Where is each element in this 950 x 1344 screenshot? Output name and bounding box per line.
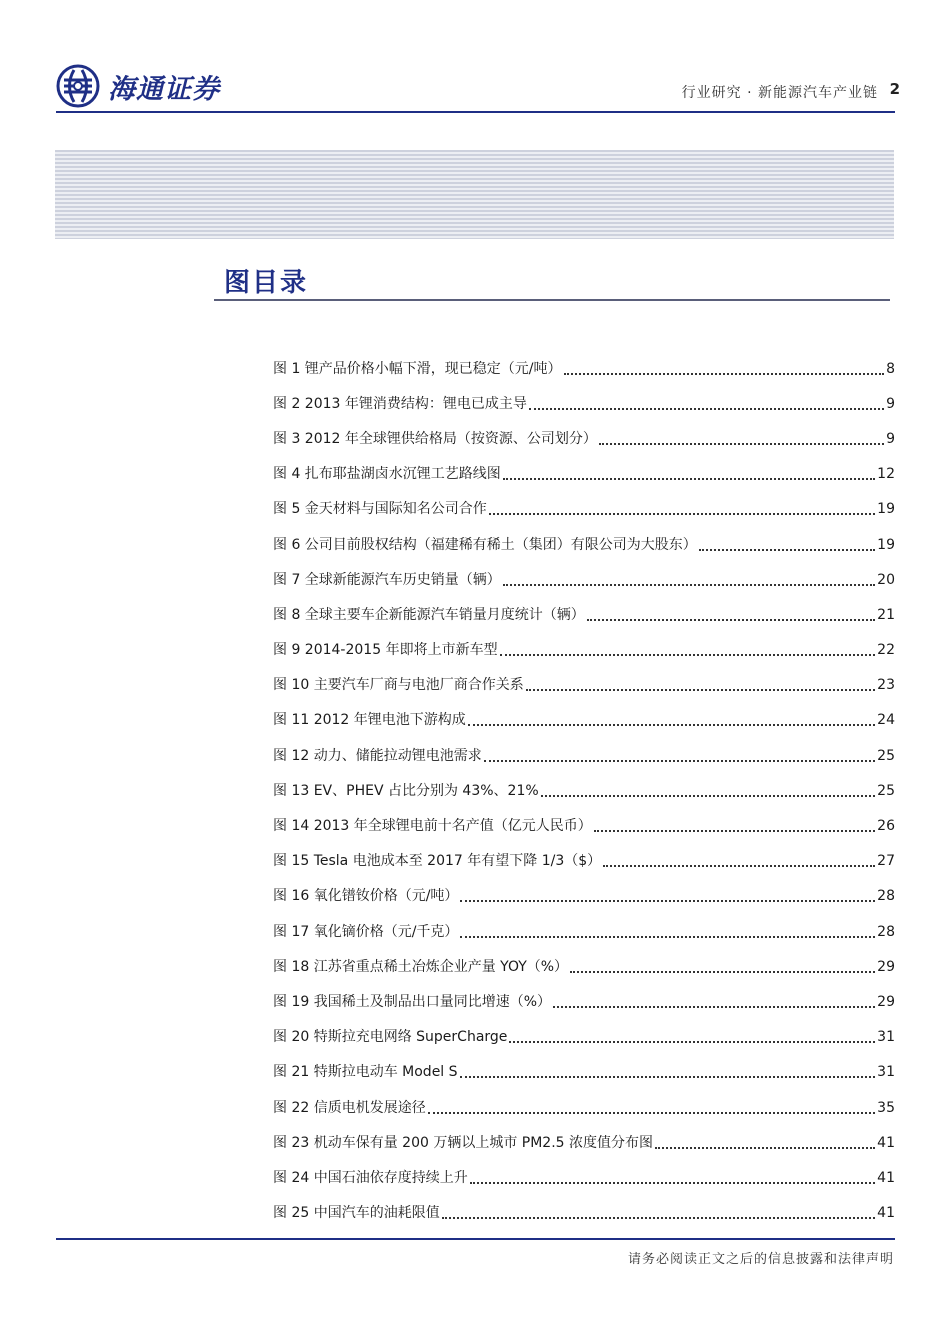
toc-dot-leader bbox=[541, 794, 876, 797]
toc-entry-label: 图 9 2014-2015 年即将上市新车型 bbox=[273, 642, 498, 659]
toc-entry[interactable] bbox=[273, 984, 895, 1019]
toc-dot-leader bbox=[460, 1075, 876, 1078]
toc-entry-label: 图 6 公司目前股权结构（福建稀有稀土（集团）有限公司为大股东） bbox=[273, 536, 697, 553]
toc-entry-label: 图 11 2012 年锂电池下游构成 bbox=[273, 712, 466, 729]
toc-entry-page: 25 bbox=[877, 747, 895, 764]
toc-entry-label: 图 1 锂产品价格小幅下滑，现已稳定（元/吨） bbox=[273, 360, 562, 377]
toc-entry-page: 8 bbox=[886, 360, 895, 377]
toc-entry-label: 图 15 Tesla 电池成本至 2017 年有望下降 1/3（$） bbox=[273, 853, 602, 870]
toc-entry-page: 29 bbox=[877, 993, 895, 1010]
toc-entry[interactable] bbox=[273, 1020, 895, 1055]
toc-entry-label: 图 22 信质电机发展途径 bbox=[273, 1099, 426, 1116]
toc-dot-leader bbox=[655, 1146, 875, 1149]
toc-entry-label: 图 23 机动车保有量 200 万辆以上城市 PM2.5 浓度值分布图 bbox=[273, 1134, 654, 1151]
toc-entry[interactable] bbox=[273, 633, 895, 668]
toc-entry-label: 图 18 江苏省重点稀土冶炼企业产量 YOY（%） bbox=[273, 958, 569, 975]
toc-entry[interactable] bbox=[273, 492, 895, 527]
toc-entry-page: 9 bbox=[886, 395, 895, 412]
toc-dot-leader bbox=[509, 1040, 875, 1043]
toc-entry[interactable] bbox=[273, 1125, 895, 1160]
toc-dot-leader bbox=[500, 653, 876, 656]
toc-entry-label: 图 2 2013 年锂消费结构：锂电已成主导 bbox=[273, 395, 527, 412]
figure-toc-list bbox=[273, 351, 895, 1231]
report-section-title: 行业研究 · 新能源汽车产业链 bbox=[681, 85, 878, 101]
toc-entry-label: 图 21 特斯拉电动车 Model S bbox=[273, 1064, 458, 1081]
toc-dot-leader bbox=[460, 899, 875, 902]
toc-entry-label: 图 14 2013 年全球锂电前十名产值（亿元人民币） bbox=[273, 818, 592, 835]
toc-title-underline bbox=[214, 299, 890, 301]
toc-entry-page: 26 bbox=[877, 818, 895, 835]
toc-entry[interactable] bbox=[273, 351, 895, 386]
toc-entry-page: 31 bbox=[877, 1029, 895, 1046]
toc-entry[interactable] bbox=[273, 808, 895, 843]
toc-entry-page: 28 bbox=[877, 923, 895, 940]
toc-entry-label: 图 5 金天材料与国际知名公司合作 bbox=[273, 501, 487, 518]
footer-divider bbox=[56, 1238, 895, 1240]
toc-entry[interactable] bbox=[273, 1055, 895, 1090]
toc-dot-leader bbox=[526, 688, 875, 691]
toc-entry[interactable] bbox=[273, 914, 895, 949]
toc-entry-page: 27 bbox=[877, 853, 895, 870]
toc-entry-label: 图 8 全球主要车企新能源汽车销量月度统计（辆） bbox=[273, 606, 585, 623]
toc-dot-leader bbox=[484, 759, 875, 762]
toc-entry[interactable] bbox=[273, 738, 895, 773]
footer-disclaimer: 请务必阅读正文之后的信息披露和法律声明 bbox=[627, 1252, 894, 1267]
toc-entry-label: 图 12 动力、储能拉动锂电池需求 bbox=[273, 747, 482, 764]
toc-entry-page: 19 bbox=[877, 536, 895, 553]
toc-entry-page: 29 bbox=[877, 958, 895, 975]
brand-name: 海通证券 bbox=[108, 73, 220, 105]
toc-entry[interactable] bbox=[273, 421, 895, 456]
toc-entry[interactable] bbox=[273, 668, 895, 703]
toc-dot-leader bbox=[587, 618, 875, 621]
toc-entry-label: 图 20 特斯拉充电网络 SuperCharge bbox=[273, 1029, 508, 1046]
toc-entry[interactable] bbox=[273, 703, 895, 738]
toc-dot-leader bbox=[699, 548, 875, 551]
toc-entry-label: 图 16 氧化镨钕价格（元/吨） bbox=[273, 888, 459, 905]
toc-dot-leader bbox=[603, 864, 875, 867]
toc-dot-leader bbox=[428, 1111, 875, 1114]
toc-entry[interactable] bbox=[273, 773, 895, 808]
toc-dot-leader bbox=[564, 372, 885, 375]
toc-dot-leader bbox=[594, 829, 875, 832]
header-divider bbox=[56, 111, 895, 113]
toc-entry[interactable] bbox=[273, 562, 895, 597]
toc-entry-label: 图 7 全球新能源汽车历史销量（辆） bbox=[273, 571, 501, 588]
toc-dot-leader bbox=[470, 1181, 875, 1184]
toc-entry-page: 23 bbox=[877, 677, 895, 694]
toc-dot-leader bbox=[503, 583, 875, 586]
toc-dot-leader bbox=[503, 477, 875, 480]
toc-dot-leader bbox=[442, 1216, 875, 1219]
toc-entry-page: 19 bbox=[877, 501, 895, 518]
toc-entry[interactable] bbox=[273, 457, 895, 492]
toc-entry[interactable] bbox=[273, 949, 895, 984]
toc-entry-label: 图 10 主要汽车厂商与电池厂商合作关系 bbox=[273, 677, 524, 694]
toc-entry-label: 图 3 2012 年全球锂供给格局（按资源、公司划分） bbox=[273, 430, 597, 447]
toc-title: 图目录 bbox=[224, 268, 309, 298]
toc-dot-leader bbox=[460, 935, 875, 938]
page-number: 2 bbox=[889, 80, 900, 98]
toc-entry[interactable] bbox=[273, 527, 895, 562]
toc-entry-page: 21 bbox=[877, 606, 895, 623]
toc-dot-leader bbox=[553, 1005, 875, 1008]
toc-entry-page: 24 bbox=[877, 712, 895, 729]
toc-entry[interactable] bbox=[273, 597, 895, 632]
toc-entry-label: 图 4 扎布耶盐湖卤水沉锂工艺路线图 bbox=[273, 466, 501, 483]
toc-entry[interactable] bbox=[273, 879, 895, 914]
toc-entry-page: 35 bbox=[877, 1099, 895, 1116]
haitong-logo-icon bbox=[56, 64, 100, 108]
toc-entry-page: 12 bbox=[877, 466, 895, 483]
toc-entry[interactable] bbox=[273, 1160, 895, 1195]
toc-entry[interactable] bbox=[273, 1090, 895, 1125]
toc-dot-leader bbox=[489, 512, 875, 515]
toc-entry[interactable] bbox=[273, 1196, 895, 1231]
toc-entry-label: 图 13 EV、PHEV 占比分别为 43%、21% bbox=[273, 782, 539, 799]
decorative-stripe-band bbox=[55, 150, 894, 239]
toc-entry-page: 41 bbox=[877, 1134, 895, 1151]
toc-entry-page: 25 bbox=[877, 782, 895, 799]
toc-entry-page: 41 bbox=[877, 1205, 895, 1222]
toc-entry-page: 9 bbox=[886, 430, 895, 447]
toc-dot-leader bbox=[529, 407, 884, 410]
company-logo bbox=[56, 64, 220, 108]
toc-entry-page: 22 bbox=[877, 642, 895, 659]
toc-entry-label: 图 25 中国汽车的油耗限值 bbox=[273, 1205, 440, 1222]
toc-entry-label: 图 19 我国稀土及制品出口量同比增速（%） bbox=[273, 993, 552, 1010]
toc-entry-page: 28 bbox=[877, 888, 895, 905]
toc-dot-leader bbox=[468, 723, 875, 726]
toc-entry-label: 图 17 氧化镝价格（元/千克） bbox=[273, 923, 459, 940]
toc-entry-page: 31 bbox=[877, 1064, 895, 1081]
toc-entry[interactable] bbox=[273, 844, 895, 879]
toc-entry[interactable] bbox=[273, 386, 895, 421]
toc-dot-leader bbox=[570, 970, 875, 973]
toc-entry-label: 图 24 中国石油依存度持续上升 bbox=[273, 1169, 468, 1186]
toc-dot-leader bbox=[599, 442, 884, 445]
toc-entry-page: 41 bbox=[877, 1169, 895, 1186]
toc-entry-page: 20 bbox=[877, 571, 895, 588]
